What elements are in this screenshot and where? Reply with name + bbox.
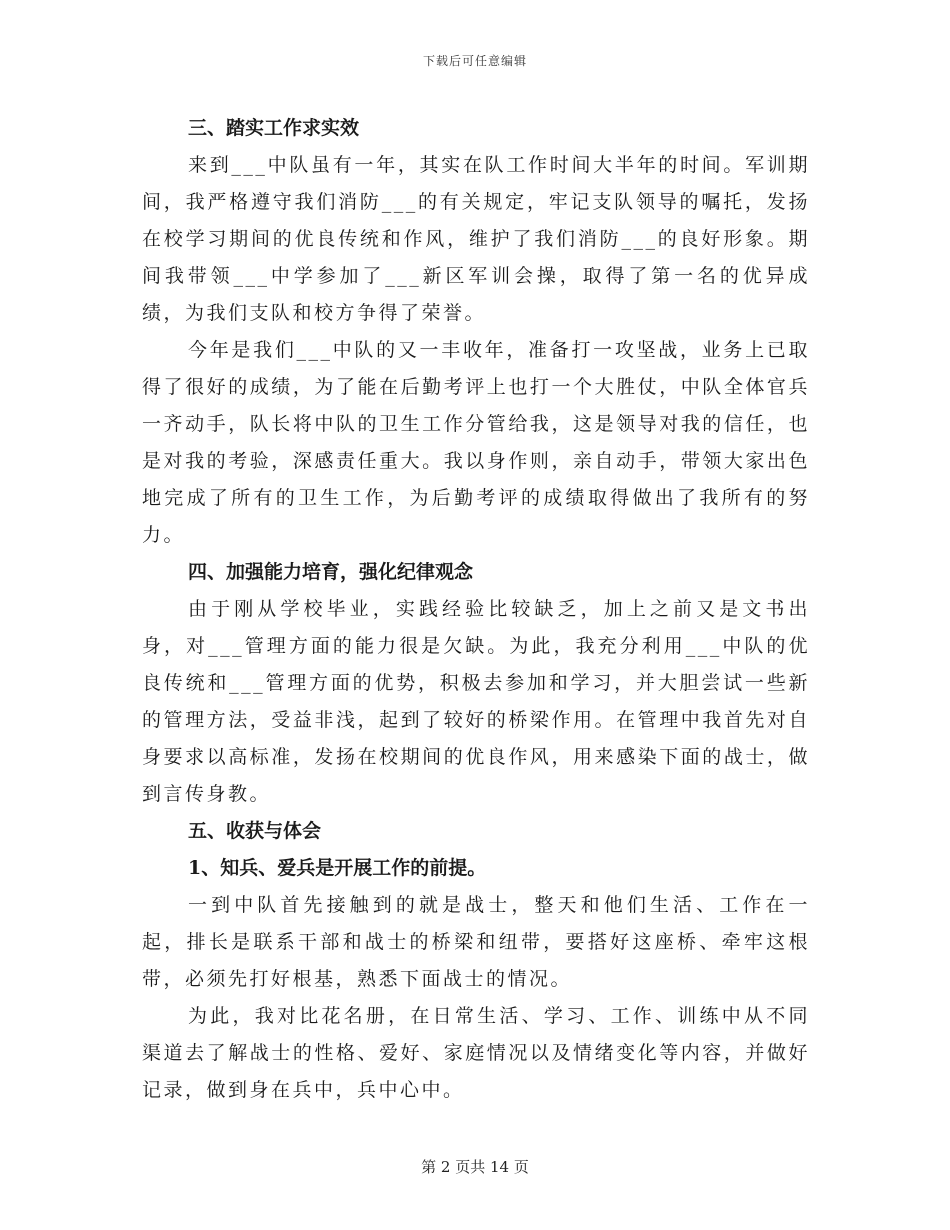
page-number-footer: 第 2 页共 14 页 — [421, 1158, 529, 1176]
paragraph: 为此，我对比花名册，在日常生活、学习、工作、训练中从不同渠道去了解战士的性格、爱好、家庭情况以及情绪变化等内容，并做好记录，做到身在兵中，兵中心中。 — [142, 1005, 810, 1101]
paragraph: 由于刚从学校毕业，实践经验比较缺乏，加上之前又是文书出身，对___管理方面的能力很是欠缺。为此，我充分利用___中队的优良传统和___管理方面的优势，积极去参加和学习，并大胆尝试一些新的管理方法，受益非浅，起到了较好的桥梁作用。在管理中我首先对自身要求以高标准，发扬在校期间的优良作风，用来感染下面的战士，做到言传身教。 — [142, 598, 810, 805]
paragraph: 来到___中队虽有一年，其实在队工作时间大半年的时间。军训期间，我严格遵守我们消防___的有关规定，牢记支队领导的嘱托，发扬在校学习期间的优良传统和作风，维护了我们消防___的良好形象。期间我带领___中学参加了___新区军训会操，取得了第一名的优异成绩，为我们支队和校方争得了荣誉。 — [142, 154, 810, 324]
section-heading-3: 三、踏实工作求实效 — [188, 117, 360, 139]
section-heading-5: 五、收获与体会 — [188, 820, 322, 842]
running-header: 下载后可任意编辑 — [422, 54, 527, 68]
section-heading-4: 四、加强能力培育，强化纪律观念 — [188, 561, 474, 583]
paragraph: 一到中队首先接触到的就是战士，整天和他们生活、工作在一起，排长是联系干部和战士的桥梁和纽带，要搭好这座桥、牵牢这根带，必须先打好根基，熟悉下面战士的情况。 — [142, 894, 810, 990]
document-body — [142, 110, 810, 1109]
paragraph: 今年是我们___中队的又一丰收年，准备打一攻坚战，业务上已取得了很好的成绩，为了能在后勤考评上也打一个大胜仗，中队全体官兵一齐动手，队长将中队的卫生工作分管给我，这是领导对我的信任，也是对我的考验，深感责任重大。我以身作则，亲自动手，带领大家出色地完成了所有的卫生工作，为后勤考评的成绩取得做出了我所有的努力。 — [142, 339, 810, 546]
subsection-heading-1: 1、知兵、爱兵是开展工作的前提。 — [188, 857, 487, 879]
